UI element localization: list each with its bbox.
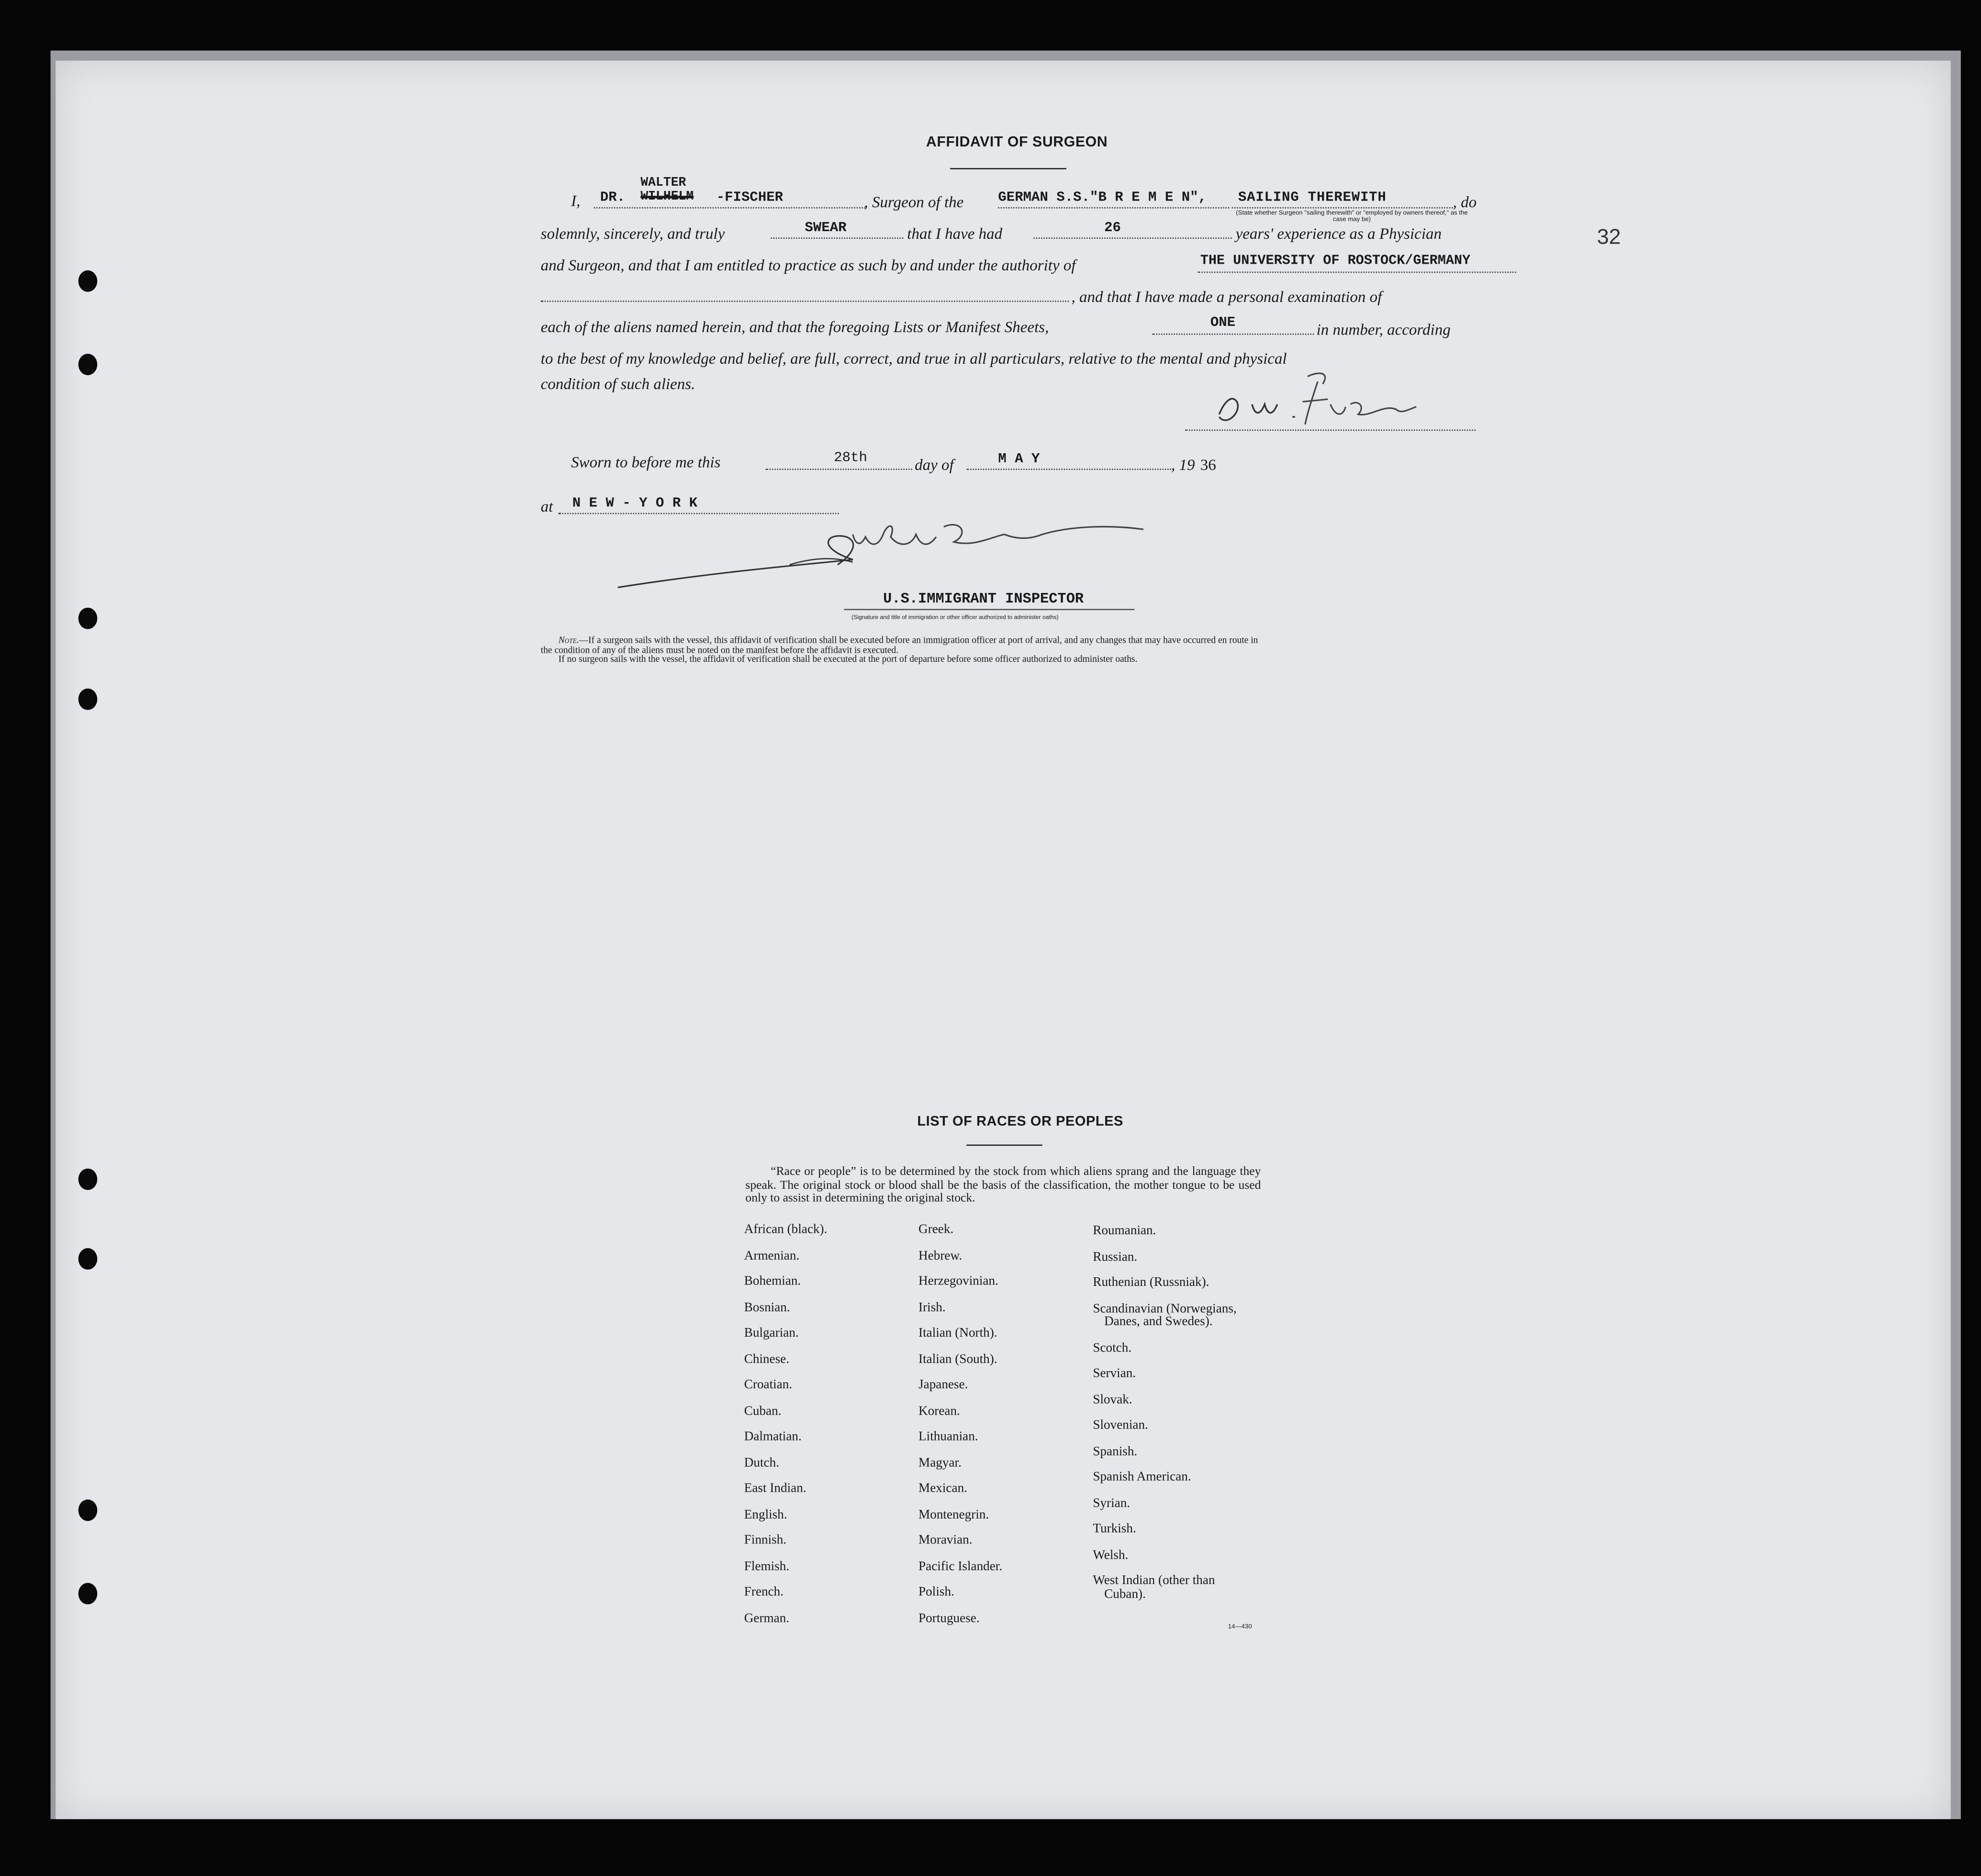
day-blank xyxy=(766,469,912,470)
race-item: Russian. xyxy=(1093,1250,1138,1264)
race-item: Spanish American. xyxy=(1093,1470,1191,1485)
race-item: French. xyxy=(744,1585,784,1599)
race-item: Bulgarian. xyxy=(744,1326,799,1340)
race-item: Finnish. xyxy=(744,1533,787,1548)
title-underline xyxy=(950,168,1066,169)
line3-prefix: and Surgeon, and that I am entitled to practice as such by and under the authority of xyxy=(540,256,1076,274)
surgeon-last-name: -FISCHER xyxy=(716,190,783,206)
races-intro: “Race or people” is to be determined by the stock from which aliens sprang and the language they speak. The original stock or blood shall be the basis of the classification, the mother tongue to be used only to assist in determining the original stock. xyxy=(745,1164,1261,1206)
line4-text: , and that I have made a personal examination of xyxy=(1071,288,1382,306)
race-item: Japanese. xyxy=(918,1378,968,1392)
binder-hole xyxy=(78,689,98,710)
sworn-month: M A Y xyxy=(998,452,1040,468)
race-item: Lithuanian. xyxy=(918,1430,978,1444)
status-blank xyxy=(1232,207,1453,209)
race-item: Magyar. xyxy=(918,1456,962,1470)
at-prefix: at xyxy=(540,498,553,515)
race-item: Mexican. xyxy=(918,1482,967,1496)
race-item: Portuguese. xyxy=(918,1611,980,1625)
race-item: Flemish. xyxy=(744,1559,790,1574)
authority-blank xyxy=(1198,272,1516,273)
race-item: Polish. xyxy=(918,1585,954,1599)
races-title-underline xyxy=(966,1145,1042,1146)
surgeon-title-typed: DR. xyxy=(600,190,626,206)
race-item: Servian. xyxy=(1093,1367,1136,1381)
line2-middle: that I have had xyxy=(907,224,1003,243)
count-blank xyxy=(1152,334,1314,335)
binder-hole xyxy=(78,354,98,375)
inspector-caption: (Signature and title of immigration or other officer authorized to administer oaths) xyxy=(851,614,1059,621)
line6-text: to the best of my knowledge and belief, are full, correct, and true in all particulars, relative to the mental and physical xyxy=(540,350,1287,368)
binder-hole xyxy=(78,1169,98,1190)
sworn-place: N E W - Y O R K xyxy=(572,496,698,512)
years-experience: 26 xyxy=(1104,221,1121,236)
race-item: Pacific Islander. xyxy=(918,1559,1003,1574)
surgeon-signature-line xyxy=(1185,429,1476,431)
race-item: Bosnian. xyxy=(744,1300,790,1315)
race-item: Chinese. xyxy=(744,1352,790,1366)
line2-prefix: solemnly, sincerely, and truly xyxy=(540,224,725,243)
line1-suffix: , do xyxy=(1453,193,1477,211)
race-item: Greek. xyxy=(918,1223,954,1237)
years-blank xyxy=(1033,237,1231,239)
race-item: Syrian. xyxy=(1093,1496,1130,1510)
race-item: Welsh. xyxy=(1093,1548,1129,1562)
race-item: Croatian. xyxy=(744,1378,793,1392)
surgeon-status: SAILING THEREWITH xyxy=(1238,190,1387,206)
name-blank xyxy=(594,207,866,209)
race-item: Italian (North). xyxy=(918,1326,997,1340)
race-item: Slovenian. xyxy=(1093,1418,1148,1433)
licensing-authority: THE UNIVERSITY OF ROSTOCK/GERMANY xyxy=(1200,254,1471,269)
line7-text: condition of such aliens. xyxy=(540,375,695,393)
race-item: Italian (South). xyxy=(918,1352,997,1366)
race-item: Dutch. xyxy=(744,1456,780,1470)
race-item: Scandinavian (Norwegians, xyxy=(1093,1302,1237,1316)
inspector-title: U.S.IMMIGRANT INSPECTOR xyxy=(883,591,1084,608)
race-item: Dalmatian. xyxy=(744,1430,802,1444)
note-line-2: the condition of any of the aliens must be noted on the manifest before the affidavit is executed. xyxy=(540,643,899,655)
binder-hole xyxy=(78,608,98,629)
race-item: Danes, and Swedes). xyxy=(1104,1315,1213,1329)
day-of-label: day of xyxy=(915,456,954,474)
note-text-1: —If a surgeon sails with the vessel, this affidavit of verification shall be executed before an immigration officer at port of arrival, and any changes that may have occurred en route in xyxy=(579,634,1258,646)
race-item: Roumanian. xyxy=(1093,1224,1156,1238)
page-number: 32 xyxy=(1597,224,1621,249)
oath-type: SWEAR xyxy=(805,221,847,236)
race-item: Moravian. xyxy=(918,1533,973,1548)
note-label: Note. xyxy=(558,634,579,646)
race-item: West Indian (other than xyxy=(1093,1574,1215,1588)
authority-blank-continued xyxy=(541,301,1069,302)
binder-hole xyxy=(78,1499,98,1521)
status-instruction: (State whether Surgeon "sailing therewith" or "employed by owners thereof," as the case may be) xyxy=(1236,210,1468,224)
line5-suffix: in number, according xyxy=(1316,321,1451,339)
year-prefix: , 19 xyxy=(1171,456,1195,474)
race-item: German. xyxy=(744,1611,790,1625)
race-item: Herzegovinian. xyxy=(918,1274,998,1289)
race-item: Ruthenian (Russniak). xyxy=(1093,1276,1209,1290)
race-item: Irish. xyxy=(918,1300,946,1315)
oath-blank xyxy=(771,237,903,239)
race-item: African (black). xyxy=(744,1223,828,1237)
line5-prefix: each of the aliens named herein, and that the foregoing Lists or Manifest Sheets, xyxy=(540,318,1049,336)
line2-suffix: years' experience as a Physician xyxy=(1235,224,1442,243)
inspector-signature-line xyxy=(844,609,1134,610)
surgeon-first-name-inserted: WALTER xyxy=(640,177,686,191)
note-line-3: If no surgeon sails with the vessel, the affidavit of verification shall be executed at the port of departure before some officer authorized to administer oaths. xyxy=(558,653,1138,665)
race-item: Montenegrin. xyxy=(918,1508,989,1522)
race-item: Slovak. xyxy=(1093,1393,1132,1407)
race-item: Scotch. xyxy=(1093,1341,1132,1355)
race-item: Armenian. xyxy=(744,1249,800,1263)
surgeon-of-label: , Surgeon of the xyxy=(864,193,964,211)
race-item: Korean. xyxy=(918,1404,960,1418)
vessel-blank xyxy=(998,207,1229,209)
sworn-prefix: Sworn to before me this xyxy=(571,453,721,471)
manifest-sheet-count: ONE xyxy=(1210,315,1236,331)
race-item: English. xyxy=(744,1508,787,1522)
note-line-1 xyxy=(559,636,1258,645)
month-blank xyxy=(966,469,1171,470)
sworn-year: 36 xyxy=(1200,456,1216,474)
races-title: LIST OF RACES OR PEOPLES xyxy=(917,1114,1123,1129)
sworn-day: 28th xyxy=(834,451,867,467)
inspector-signature xyxy=(613,509,1156,600)
binder-hole xyxy=(78,1248,98,1270)
binder-hole xyxy=(78,270,98,292)
affidavit-title: AFFIDAVIT OF SURGEON xyxy=(926,135,1108,151)
race-item: Cuban). xyxy=(1104,1587,1146,1601)
form-number: 14—430 xyxy=(1228,1623,1252,1631)
race-item: Bohemian. xyxy=(744,1274,801,1289)
race-item: Cuban. xyxy=(744,1404,782,1418)
vessel-name: GERMAN S.S."B R E M E N", xyxy=(998,190,1207,206)
race-item: East Indian. xyxy=(744,1482,806,1496)
race-item: Spanish. xyxy=(1093,1444,1138,1459)
surgeon-first-name-struck: WILHELM xyxy=(640,190,694,205)
line1-prefix: I, xyxy=(571,192,581,210)
binder-hole xyxy=(78,1583,98,1605)
race-item: Hebrew. xyxy=(918,1249,963,1263)
race-item: Turkish. xyxy=(1093,1522,1136,1536)
